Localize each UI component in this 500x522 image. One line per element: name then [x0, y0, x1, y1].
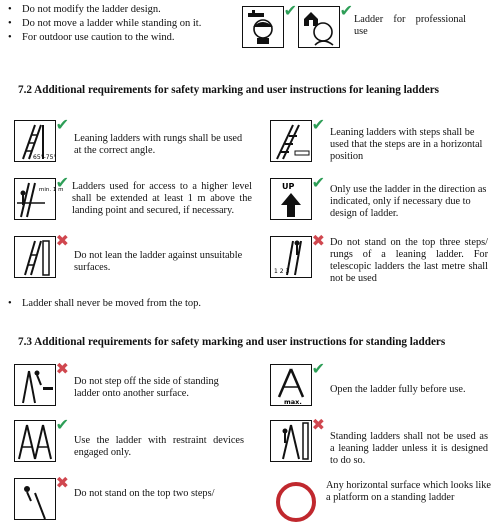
instruction-text: Use the ladder with restraint devices engaged only. — [74, 435, 244, 458]
platform-prohibition-icon — [276, 482, 316, 522]
instruction-text: Standing ladders shall not be used as a leaning ladder unless it is designed to do so. — [330, 431, 488, 466]
check-icon: ✔ — [283, 1, 297, 20]
section-heading: 7.2 Additional requirements for safety marking and user instructions for leaning ladders — [18, 84, 440, 96]
open-ladder-icon — [270, 359, 325, 406]
svg-text:1 2 3: 1 2 3 — [274, 268, 290, 275]
instruction-text: Do not lean the ladder against unsuitable surfaces. — [74, 250, 243, 273]
check-icon: ✔ — [339, 1, 353, 20]
svg-text:UP: UP — [282, 182, 295, 191]
instruction-text: Do not stand on the top two steps/ — [74, 488, 215, 499]
professional-worker-icon — [242, 1, 297, 48]
ladder-extension-icon — [14, 173, 69, 220]
instruction-text: Do not stand on the top three steps/ rungs of a leaning ladder. For telescopic ladders the last metre shall not be used — [330, 237, 488, 284]
restraint-devices-icon — [14, 415, 69, 462]
instruction-text: Only use the ladder in the direction as indicated, only if necessary due to design of ladder. — [330, 184, 487, 219]
cross-icon: ✖ — [55, 359, 69, 378]
instruction-text: Open the ladder fully before use. — [330, 384, 466, 395]
bullet-item: • For outdoor use caution to the wind. — [8, 32, 175, 43]
instruction-text: Leaning ladders with steps shall be used that the steps are in a horizontal position — [330, 127, 483, 162]
section-heading: 7.3 Additional requirements for safety marking and user instructions for standing ladders — [18, 336, 446, 348]
check-icon: ✔ — [55, 415, 69, 434]
instruction-text: Leaning ladders with rungs shall be used at the correct angle. — [74, 133, 243, 156]
svg-text:max.: max. — [284, 398, 302, 406]
up-arrow-icon — [270, 173, 325, 220]
bullet-item: • Do not move a ladder while standing on it. — [8, 18, 202, 29]
standing-as-leaning-icon — [270, 415, 325, 462]
check-icon: ✔ — [55, 115, 69, 134]
cross-icon: ✖ — [311, 231, 325, 250]
ladder-steps-level-icon — [270, 115, 325, 162]
check-icon: ✔ — [311, 115, 325, 134]
top-two-steps-icon — [14, 473, 69, 520]
check-icon: ✔ — [311, 173, 325, 192]
instruction-text: Do not step off the side of standing ladder onto another surface. — [74, 376, 219, 399]
bullet-item: • Ladder shall never be moved from the top. — [8, 298, 202, 309]
professional-use-text: Ladder for professional use — [354, 14, 466, 37]
svg-text:min. 1 m: min. 1 m — [39, 187, 64, 193]
instruction-text: Any horizontal surface which looks like a platform on a standing ladder — [326, 480, 491, 503]
bullet-item: • Do not modify the ladder design. — [8, 4, 161, 15]
side-step-icon — [14, 359, 69, 406]
unsuitable-surface-icon — [14, 231, 69, 278]
cross-icon: ✖ — [311, 415, 325, 434]
instruction-text: Ladders used for access to a higher level shall be extended at least 1 m above the landing point and secured, if necessary. — [72, 181, 252, 216]
home-user-icon — [298, 1, 353, 48]
cross-icon: ✖ — [55, 473, 69, 492]
cross-icon: ✖ — [55, 231, 69, 250]
ladder-angle-icon — [14, 115, 69, 162]
svg-text:65°-75°: 65°-75° — [33, 154, 57, 161]
check-icon: ✔ — [55, 173, 69, 192]
check-icon: ✔ — [311, 359, 325, 378]
top-rungs-icon — [270, 231, 325, 278]
